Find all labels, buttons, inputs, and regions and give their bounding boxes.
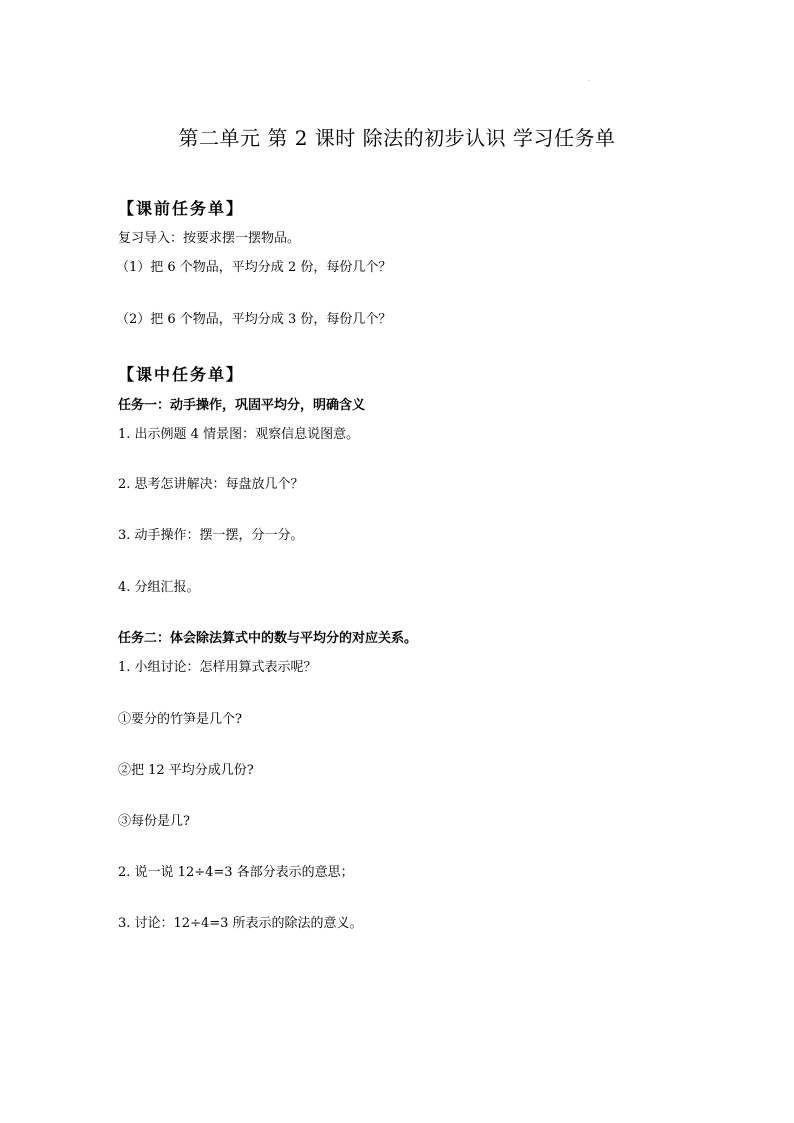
task2-item-5: 2. 说一说 12÷4=3 各部分表示的意思； bbox=[118, 865, 354, 880]
corner-mark: . bbox=[588, 76, 590, 83]
task1-title: 任务一：动手操作，巩固平均分，明确含义 bbox=[118, 398, 366, 413]
task2-item-2: ①要分的竹笋是几个? bbox=[118, 712, 242, 727]
task2-title: 任务二：体会除法算式中的数与平均分的对应关系。 bbox=[118, 631, 418, 646]
page-title: 第二单元 第 2 课时 除法的初步认识 学习任务单 bbox=[178, 126, 616, 150]
task2-item-6: 3. 讨论：12÷4=3 所表示的除法的意义。 bbox=[118, 916, 363, 931]
in-class-heading: 【课中任务单】 bbox=[118, 365, 245, 384]
pre-class-heading: 【课前任务单】 bbox=[118, 199, 245, 218]
task1-item-1: 1. 出示例题 4 情景图：观察信息说图意。 bbox=[118, 427, 360, 442]
task2-item-1: 1. 小组讨论：怎样用算式表示呢？ bbox=[118, 660, 317, 675]
task1-item-4: 4. 分组汇报。 bbox=[118, 580, 200, 595]
task1-item-3: 3. 动手操作：摆一摆，分一分。 bbox=[118, 528, 304, 543]
pre-class-intro: 复习导入：按要求摆一摆物品。 bbox=[118, 231, 301, 246]
task1-item-2: 2. 思考怎讲解决：每盘放几个？ bbox=[118, 477, 304, 492]
task2-item-3: ②把 12 平均分成几份? bbox=[118, 763, 254, 778]
pre-class-question-1: （1）把 6 个物品，平均分成 2 份，每份几个？ bbox=[116, 260, 392, 275]
pre-class-question-2: （2）把 6 个物品，平均分成 3 份，每份几个？ bbox=[116, 312, 392, 327]
task2-item-4: ③每份是几? bbox=[118, 814, 190, 829]
